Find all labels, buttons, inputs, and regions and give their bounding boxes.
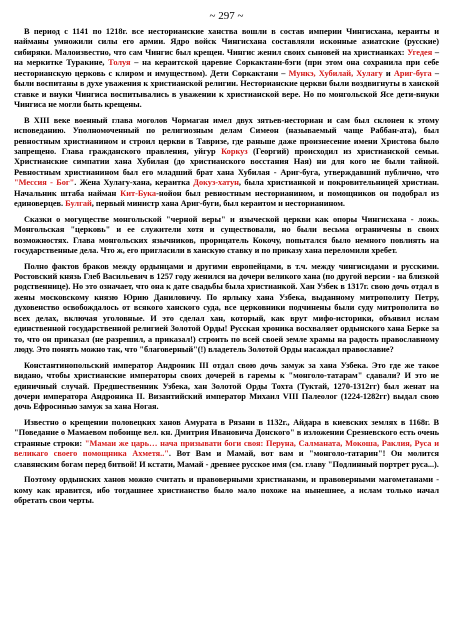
paragraph (14, 27, 439, 111)
highlighted-text: Ариг-буга (393, 68, 432, 78)
text-run: – были воспитаны в духе уважения к христианской религии. Несторианские церкви были воздвигнуты в ханской ставке и внуки Чингиса воспитывались в уважении к христианской вере. Но по монгольской Ясе дети-внуки Чингиса не могли быть крещены. (14, 68, 439, 110)
text-run: Сказки о могуществе монгольской "черной веры" и языческой церкви как опоры Чингисхана - ложь. Монгольская "церковь" и ее служители хотя и существовали, но были весьма ограничены в своих возможностях. Глава монгольских язычников, прорицатель Кокочу, попытался было немного повлиять на государственные дела. Что ж, его пригласили в ханскую ставку и по приказу хана переломили хребет. (14, 214, 439, 256)
body-text (14, 27, 439, 506)
text-run: Поэтому ордынских ханов можно считать и правоверными христианами, и правоверными магометанами - кому как нравится, ибо тогдашнее христианство было мало похоже на нынешнее, а ислам только начал обретать свои черты. (14, 475, 439, 506)
text-run: В период с 1141 по 1218г. все несторианские ханства вошли в состав империи Чингисхана, кераиты и найманы умножили силы его армии. Ядро войск Чингисхана составляли исконные азиатские (русские) сибиряки. Малоизвестно, что сам Чингис был крещен. Чингис женил своих сыновей на христианках: (14, 27, 439, 57)
text-run: . Жена Хулагу-хана, кераитка (74, 178, 194, 188)
text-run: -нойон был ревностным несторианином, и помощников он подобрал из единоверцев. (14, 188, 440, 209)
highlighted-text: Кит-Бука (120, 188, 157, 198)
highlighted-text: Коркуз (221, 146, 248, 156)
text-run: . Вот Вам и Мамай, вот вам и "монголо-татарин"! Он молится славянским богам перед битвой! И кстати, Мамай - древнее русское имя (см. главу "Подлинный портрет руса...). (14, 449, 439, 469)
text-run: , первый министр хана Ариг-буги, был кераитом и несторианином. (91, 199, 345, 209)
highlighted-text: "Мессия - Бог" (14, 178, 75, 188)
highlighted-text: "Мамаи же царь… нача призывати боги своя: Перуна, Салманата, Мокоша, Раклия, Руса и великаго своего помощника Ахметя.." (14, 438, 439, 459)
paragraph (14, 262, 439, 356)
paragraph (14, 361, 439, 413)
paragraph (14, 215, 439, 257)
text-run: Константинопольский император Андроник III отдал свою дочь замуж за хана Узбека. Это где же такое видано, чтобы христианские императоры своих дочерей в гаремы к "монголо-татарам" сдавали? И это не единичный случай. Предшественник Узбека, хан Золотой Орды Тохта (Туктай, 1270-1312гг) был женат на дочери императора Андроника II. Византийский император Михаил VIII Палеолог (1224-1282гг) выдал свою дочь Ефросинью замуж за хана Ногая. (14, 360, 439, 412)
paragraph (14, 418, 439, 470)
paragraph (14, 475, 439, 506)
highlighted-text: Докуз-хатун (193, 178, 239, 188)
text-run: (Георгий) происходил из христианской семьи. Христианские симпатии хана Хубилая (до христианского восстания Ная) ни для кого не были тайной. Ревностным христианином был его младший брат хана Хубилая - Ариг-буга, утверждавший публично, что (14, 146, 439, 177)
text-run: Полно фактов браков между ордынцами и другими европейцами, в т.ч. между чингисидами и русскими. Ростовский князь Глеб Васильевич в 1257 году женился на дочери великого хана (по другой версии - на близкой родственнице). Но это означает, что она к дате свадьбы была христианкой. Хан Узбек в 1317г. свою дочь отдал в жены московскому князю Юрию Даниловичу. По ярлыку хана Узбека, выданному митрополиту Петру, духовенство освобождалось от всякого ханского суда, все церковники подчинены были суду митрополита во всех делах, включая уголовные. И это сделал хан, который, как врут мифо-историки, объявил ислам единственной государственной религией Золотой Орды! Русская хроника восхваляет ордынского хана Берке за то, что он приказал (не разрешил, а приказал!) строить по всей своей земле храмы на радость православному люду. Это понять можно так, что "благоверный"(!) владетель Золотой Орды насаждал православие? (14, 261, 439, 355)
highlighted-text: Мункэ, Хубилай, Хулагу (288, 68, 383, 78)
text-run: и (382, 68, 394, 78)
text-run: – на меркитке Туракине, (14, 47, 439, 68)
text-run: Известно о крещении половецких ханов Амурата в Рязани в 1132г., Айдара в киевских землях в 1168г. В "Поведание о Мамаевом побоище вел. кн. Дмитрия Ивановича Донского" в изложении Срезневского есть очень странные строки: (14, 417, 439, 448)
text-run: – на кераитской царевне Соркактани-бэги (при этом она сохранила при себе несторианскую церковь с клиром и имуществом). Дети Соркактани – (14, 58, 439, 78)
text-run: В XIII веке военный глава моголов Чормаган имел двух зятьев-несториан и сам был склонен к этому исповеданию. Уполномоченный по религиозным делам Симеон (называемый чаще Раббан-ата), был ревностным христианином и строил церкви в Тавризе, где раньше даже произнесение имени Христова было запрещено. Глава гражданского правления, уйгур (14, 115, 439, 156)
page-number: ~ 297 ~ (209, 10, 244, 22)
highlighted-text: Толуя (108, 58, 131, 68)
highlighted-text: Булгай (65, 199, 92, 209)
paragraph (14, 116, 439, 210)
highlighted-text: Угедея (407, 47, 433, 57)
text-run: , была христианкой и покровительницей христиан. Начальник штаба найман (14, 178, 439, 198)
